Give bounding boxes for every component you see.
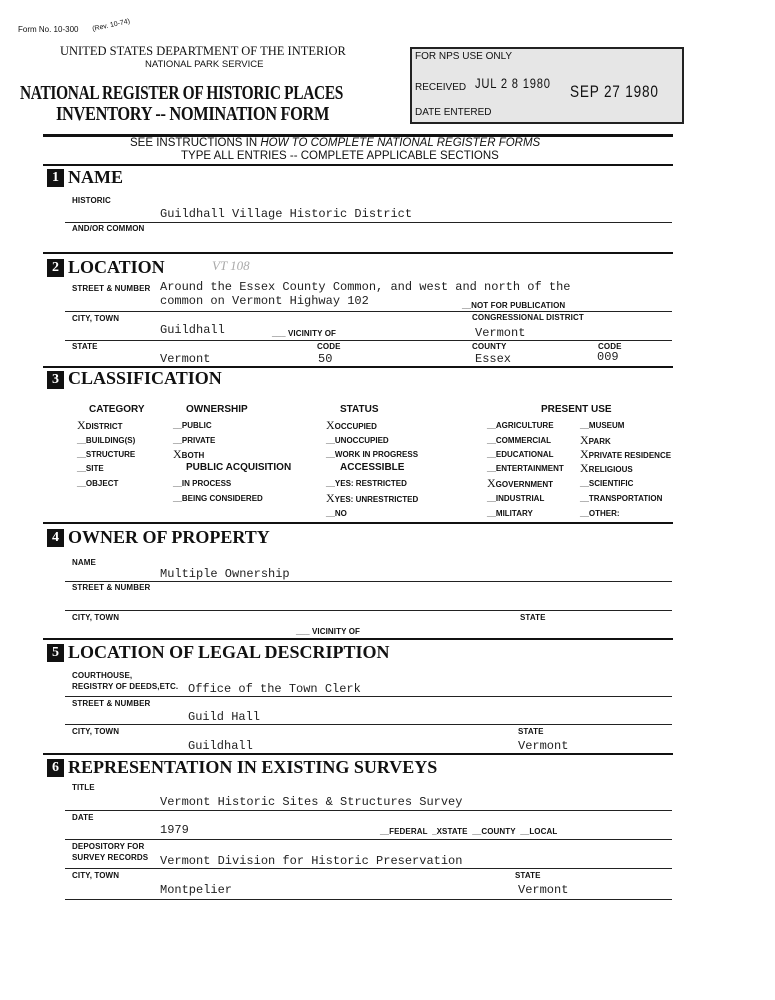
divider [65, 610, 672, 611]
checkbox-label: TRANSPORTATION [588, 494, 663, 503]
county-code-label: CODE [598, 342, 622, 351]
nps-box-title: FOR NPS USE ONLY [415, 51, 513, 62]
checkbox-building-s[interactable] [77, 436, 135, 445]
city-field[interactable]: Guildhall [160, 323, 225, 337]
city-label: CITY, TOWN [72, 314, 120, 323]
divider [43, 638, 673, 640]
common-name-label: AND/OR COMMON [72, 224, 145, 233]
form-title-line2: INVENTORY -- NOMINATION FORM [56, 104, 330, 125]
checkbox-label: BUILDING(S) [85, 436, 136, 445]
legal-street-label: STREET & NUMBER [72, 699, 151, 708]
received-date-stamp: JUL 2 8 1980 [475, 75, 551, 91]
blank-check-line: __ [77, 464, 86, 473]
checkbox-label: PUBLIC [181, 421, 212, 430]
blank-check-line: __ [173, 421, 182, 430]
street-field-line1[interactable]: Around the Essex County Common, and west and north of the [160, 280, 571, 294]
courthouse-label: COURTHOUSE, [72, 671, 133, 680]
checkbox-label: NO [334, 509, 347, 518]
county-label: COUNTY [472, 342, 507, 351]
classification-column-header: OWNERSHIP [186, 404, 248, 415]
checkmark-x-icon: X [326, 418, 335, 432]
checkbox-no[interactable] [326, 509, 347, 518]
survey-title-field[interactable]: Vermont Historic Sites & Structures Survey [160, 795, 463, 809]
blank-check-line: __ [77, 479, 86, 488]
depository-label-line2: SURVEY RECORDS [72, 853, 149, 862]
checkbox-structure[interactable] [77, 450, 135, 459]
checkbox-label: BEING CONSIDERED [181, 494, 263, 503]
divider [43, 252, 673, 254]
checkbox-object[interactable] [77, 479, 118, 488]
checkbox-private-residence[interactable] [580, 447, 671, 462]
not-for-publication-checkbox[interactable]: __NOT FOR PUBLICATION [462, 301, 566, 310]
divider [43, 164, 673, 166]
checkbox-military[interactable] [487, 509, 533, 518]
blank-check-line: __ [326, 479, 335, 488]
checkbox-transportation[interactable] [580, 494, 662, 503]
entered-date-stamp: SEP 27 1980 [570, 82, 659, 101]
blank-check-line: __ [487, 450, 496, 459]
checkbox-label: IN PROCESS [181, 479, 232, 488]
divider [65, 839, 672, 840]
nps-use-only-box [410, 47, 684, 124]
checkbox-label: RELIGIOUS [588, 465, 633, 474]
checkmark-x-icon: X [580, 461, 589, 475]
checkbox-label: COMMERCIAL [495, 436, 552, 445]
department-name: UNITED STATES DEPARTMENT OF THE INTERIOR [60, 44, 346, 58]
checkbox-label: EDUCATIONAL [495, 450, 554, 459]
section-title: LOCATION OF LEGAL DESCRIPTION [68, 642, 390, 662]
divider [65, 868, 672, 869]
owner-vicinity-checkbox[interactable]: ___ VICINITY OF [296, 627, 361, 636]
checkbox-label: AGRICULTURE [495, 421, 554, 430]
depository-label-line1: DEPOSITORY FOR [72, 842, 145, 851]
checkbox-label: PRIVATE RESIDENCE [588, 451, 672, 460]
handwritten-note: VT 108 [212, 258, 250, 273]
checkmark-x-icon: X [580, 433, 589, 447]
checkbox-label: GOVERNMENT [495, 480, 554, 489]
owner-name-label: NAME [72, 558, 96, 567]
checkbox-label: YES: UNRESTRICTED [334, 495, 419, 504]
checkbox-unoccupied[interactable] [326, 436, 389, 445]
checkbox-label: PRIVATE [181, 436, 216, 445]
divider [65, 724, 672, 725]
blank-check-line: __ [173, 436, 182, 445]
checkbox-district[interactable] [77, 418, 123, 433]
section-title: CLASSIFICATION [68, 368, 222, 388]
received-label: RECEIVED [415, 82, 467, 93]
checkbox-label: OTHER: [588, 509, 620, 518]
congressional-district-label: CONGRESSIONAL DISTRICT [472, 313, 584, 322]
checkbox-agriculture[interactable] [487, 421, 554, 430]
checkbox-both[interactable] [173, 447, 204, 462]
checkmark-x-icon: X [77, 418, 86, 432]
checkbox-label: ENTERTAINMENT [495, 464, 564, 473]
congressional-district-field[interactable]: Vermont [475, 326, 526, 340]
historic-name-field[interactable]: Guildhall Village Historic District [160, 207, 413, 221]
checkbox-museum[interactable] [580, 421, 624, 430]
checkbox-park[interactable] [580, 433, 611, 448]
form-revision: (Rev. 10-74) [91, 18, 131, 33]
checkbox-label: SITE [85, 464, 104, 473]
divider [65, 581, 672, 582]
divider [65, 222, 672, 223]
checkmark-x-icon: X [487, 476, 496, 490]
owner-name-field[interactable]: Multiple Ownership [160, 567, 290, 581]
blank-check-line: __ [580, 479, 589, 488]
depository-state-field[interactable]: Vermont [518, 883, 569, 897]
checkbox-label: PARK [588, 437, 611, 446]
checkmark-x-icon: X [173, 447, 182, 461]
survey-date-label: DATE [72, 813, 94, 822]
blank-check-line: __ [326, 509, 335, 518]
divider [43, 522, 673, 524]
state-label: STATE [72, 342, 98, 351]
blank-check-line: __ [487, 509, 496, 518]
checkbox-educational[interactable] [487, 450, 554, 459]
depository-state-label: STATE [515, 871, 541, 880]
checkbox-label: MILITARY [495, 509, 533, 518]
blank-check-line: __ [487, 494, 496, 503]
registry-field[interactable]: Office of the Town Clerk [188, 682, 361, 696]
county-code-field[interactable]: 009 [597, 350, 619, 364]
classification-column-header: STATUS [340, 404, 379, 415]
checkbox-government[interactable] [487, 476, 553, 491]
section-number: 1 [47, 169, 64, 187]
blank-check-line: __ [487, 464, 496, 473]
checkbox-public[interactable] [173, 421, 212, 430]
checkbox-label: DISTRICT [85, 422, 123, 431]
checkbox-label: YES: RESTRICTED [334, 479, 407, 488]
street-field-line2[interactable]: common on Vermont Highway 102 [160, 294, 369, 308]
legal-city-field[interactable]: Guildhall [188, 739, 253, 753]
service-name: NATIONAL PARK SERVICE [145, 59, 264, 70]
checkbox-label: OCCUPIED [334, 422, 377, 431]
classification-column-header: PRESENT USE [541, 404, 612, 415]
checkmark-x-icon: X [580, 447, 589, 461]
blank-check-line: __ [173, 494, 182, 503]
form-title-line1: NATIONAL REGISTER OF HISTORIC PLACES [20, 83, 344, 104]
street-label: STREET & NUMBER [72, 284, 151, 293]
checkbox-label: STRUCTURE [85, 450, 136, 459]
form-number: Form No. 10-300 [18, 25, 79, 34]
section-title: LOCATION [68, 257, 165, 277]
blank-check-line: __ [326, 436, 335, 445]
blank-check-line: __ [580, 509, 589, 518]
section-title: REPRESENTATION IN EXISTING SURVEYS [68, 757, 438, 777]
checkbox-private[interactable] [173, 436, 215, 445]
legal-city-label: CITY, TOWN [72, 727, 120, 736]
blank-check-line: __ [487, 436, 496, 445]
checkbox-entertainment[interactable] [487, 464, 564, 473]
checkbox-occupied[interactable] [326, 418, 377, 433]
checkbox-yes-unrestricted[interactable] [326, 491, 418, 506]
owner-street-label: STREET & NUMBER [72, 583, 151, 592]
depository-city-label: CITY, TOWN [72, 871, 120, 880]
depository-city-field[interactable]: Montpelier [160, 883, 233, 897]
date-entered-label: DATE ENTERED [415, 107, 492, 118]
checkbox-work-in-progress[interactable] [326, 450, 418, 459]
blank-check-line: __ [487, 421, 496, 430]
checkbox-label: MUSEUM [588, 421, 625, 430]
section-number: 2 [47, 259, 64, 277]
checkbox-industrial[interactable] [487, 494, 544, 503]
owner-state-label: STATE [520, 613, 546, 622]
depository-field[interactable]: Vermont Division for Historic Preservation [160, 854, 463, 868]
legal-state-label: STATE [518, 727, 544, 736]
state-code-label: CODE [317, 342, 341, 351]
checkbox-other[interactable] [580, 509, 620, 518]
legal-state-field[interactable]: Vermont [518, 739, 569, 753]
checkbox-label: INDUSTRIAL [495, 494, 545, 503]
checkbox-in-process[interactable] [173, 479, 231, 488]
blank-check-line: __ [580, 421, 589, 430]
historic-label: HISTORIC [72, 196, 111, 205]
checkbox-label: BOTH [181, 451, 205, 460]
owner-city-label: CITY, TOWN [72, 613, 120, 622]
checkbox-scientific[interactable] [580, 479, 633, 488]
checkbox-label: WORK IN PROGRESS [334, 450, 419, 459]
divider [65, 899, 672, 900]
instructions-title: HOW TO COMPLETE NATIONAL REGISTER FORMS [260, 137, 541, 149]
county-field[interactable]: Essex [475, 352, 512, 366]
section-title: OWNER OF PROPERTY [68, 527, 270, 547]
section-number: 4 [47, 529, 64, 547]
blank-check-line: __ [77, 450, 86, 459]
divider [65, 810, 672, 811]
survey-level-checkboxes[interactable]: __FEDERAL _XSTATE __COUNTY __LOCAL [380, 827, 558, 836]
checkmark-x-icon: X [326, 491, 335, 505]
blank-check-line: __ [173, 479, 182, 488]
classification-subheader: ACCESSIBLE [340, 462, 405, 473]
blank-check-line: __ [77, 436, 86, 445]
state-code-field[interactable]: 50 [318, 352, 333, 366]
checkbox-yes-restricted[interactable] [326, 479, 407, 488]
blank-check-line: __ [326, 450, 335, 459]
survey-date-field[interactable]: 1979 [160, 823, 189, 837]
divider [65, 340, 672, 341]
checkbox-site[interactable] [77, 464, 104, 473]
legal-street-field[interactable]: Guild Hall [188, 710, 261, 724]
registry-label: REGISTRY OF DEEDS,ETC. [72, 682, 179, 691]
instructions-line2: TYPE ALL ENTRIES -- COMPLETE APPLICABLE SECTIONS [181, 150, 499, 162]
classification-subheader: PUBLIC ACQUISITION [186, 462, 292, 473]
section-number: 3 [47, 371, 64, 389]
checkbox-label: UNOCCUPIED [334, 436, 389, 445]
blank-check-line: __ [580, 494, 589, 503]
divider [65, 311, 672, 312]
section-number: 5 [47, 644, 64, 662]
checkbox-label: SCIENTIFIC [588, 479, 634, 488]
vicinity-checkbox[interactable]: ___ VICINITY OF [272, 329, 337, 338]
instructions-prefix: SEE INSTRUCTIONS IN [130, 137, 261, 149]
section-title: NAME [68, 167, 123, 187]
classification-column-header: CATEGORY [89, 404, 145, 415]
checkbox-religious[interactable] [580, 461, 633, 476]
checkbox-being-considered[interactable] [173, 494, 263, 503]
divider [65, 696, 672, 697]
instructions-line1 [130, 137, 540, 149]
survey-title-label: TITLE [72, 783, 95, 792]
divider [43, 753, 673, 755]
checkbox-label: OBJECT [85, 479, 119, 488]
state-field[interactable]: Vermont [160, 352, 211, 366]
checkbox-commercial[interactable] [487, 436, 551, 445]
section-number: 6 [47, 759, 64, 777]
